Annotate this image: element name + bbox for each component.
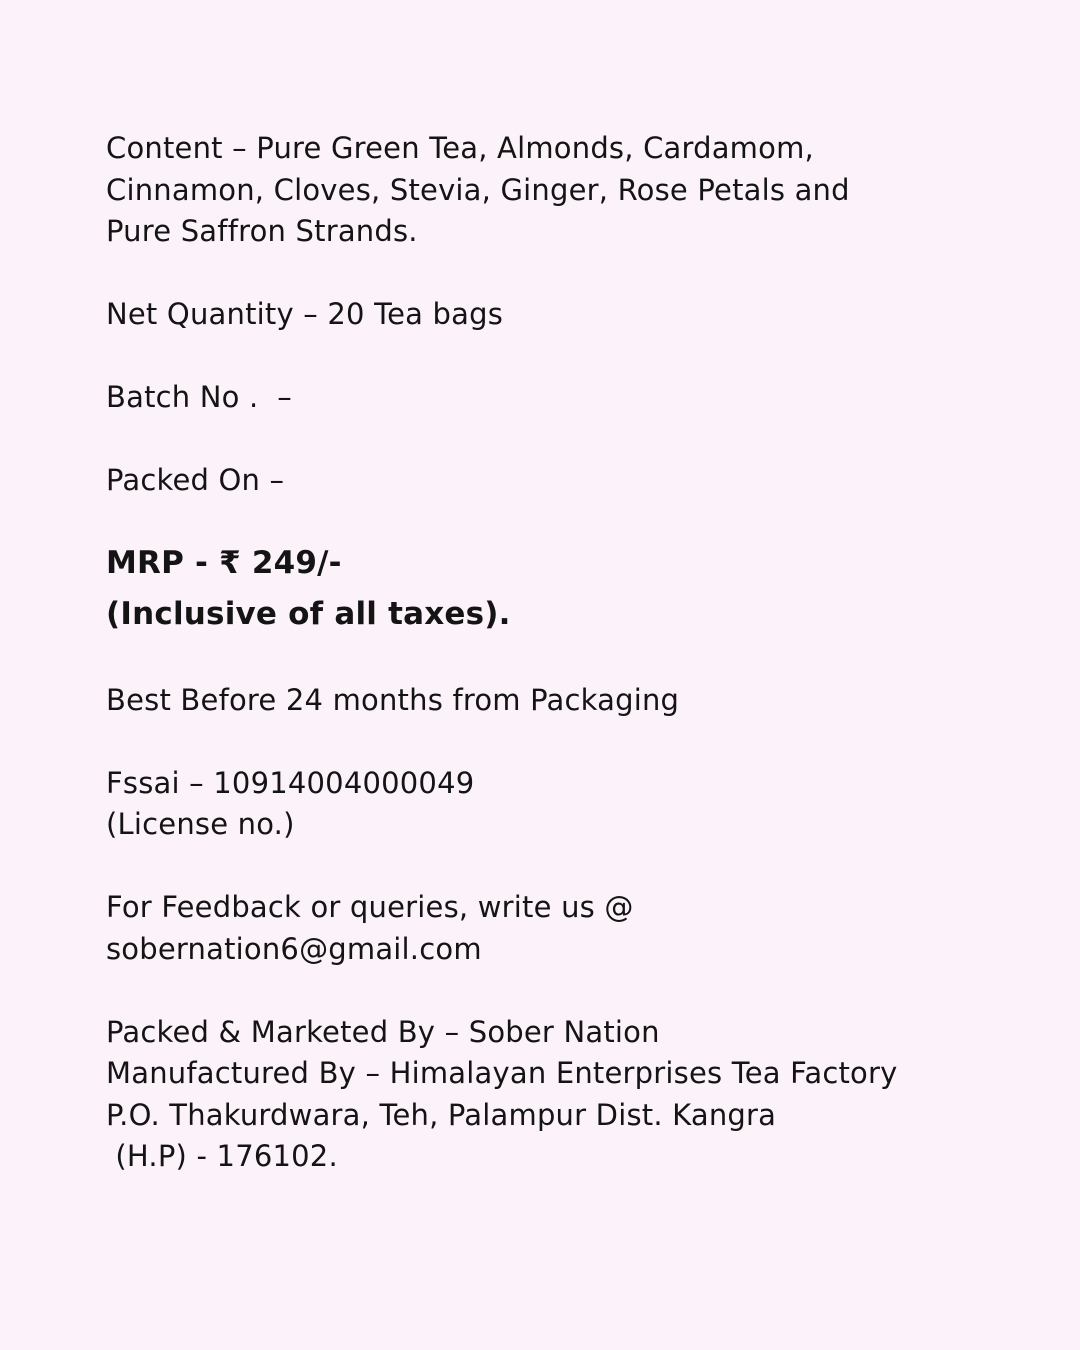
fssai-section: [106, 763, 1036, 846]
manufactured-by: Manufactured By – Himalayan Enterprises Tea Factory: [106, 1056, 898, 1090]
spacer: [106, 721, 1036, 763]
content-line-1: Content – Pure Green Tea, Almonds, Cardamom,: [106, 131, 814, 165]
content-section: [106, 128, 1036, 253]
product-label-text: [106, 128, 1036, 1178]
content-line-2: Cinnamon, Cloves, Stevia, Ginger, Rose Petals and: [106, 172, 850, 207]
spacer: [106, 419, 1036, 461]
spacer: [106, 502, 1036, 536]
tax-note: (Inclusive of all taxes).: [106, 595, 511, 632]
manufacturer-section: [106, 1012, 1036, 1178]
price-section: [106, 538, 1036, 640]
feedback-section: [106, 887, 1036, 970]
address-line-2: (H.P) - 176102.: [106, 1139, 338, 1173]
spacer: [106, 253, 1036, 295]
spacer: [106, 336, 1036, 378]
feedback-email[interactable]: sobernation6@gmail.com: [106, 931, 482, 966]
content-line-3: Pure Saffron Strands.: [106, 214, 418, 248]
packed-on: Packed On –: [106, 463, 285, 497]
spacer: [106, 970, 1036, 1012]
feedback-text: For Feedback or queries, write us @: [106, 890, 634, 924]
license-note: (License no.): [106, 807, 295, 841]
net-quantity: Net Quantity – 20 Tea bags: [106, 297, 504, 331]
spacer: [106, 846, 1036, 888]
packed-by: Packed & Marketed By – Sober Nation: [106, 1014, 660, 1049]
spacer: [106, 640, 1036, 680]
best-before: Best Before 24 months from Packaging: [106, 682, 680, 717]
batch-number: Batch No . –: [106, 380, 292, 414]
fssai-number: Fssai – 10914004000049: [106, 765, 475, 800]
mrp-price: MRP - ₹ 249/-: [106, 544, 342, 581]
address-line-1: P.O. Thakurdwara, Teh, Palampur Dist. Kangra: [106, 1097, 777, 1132]
